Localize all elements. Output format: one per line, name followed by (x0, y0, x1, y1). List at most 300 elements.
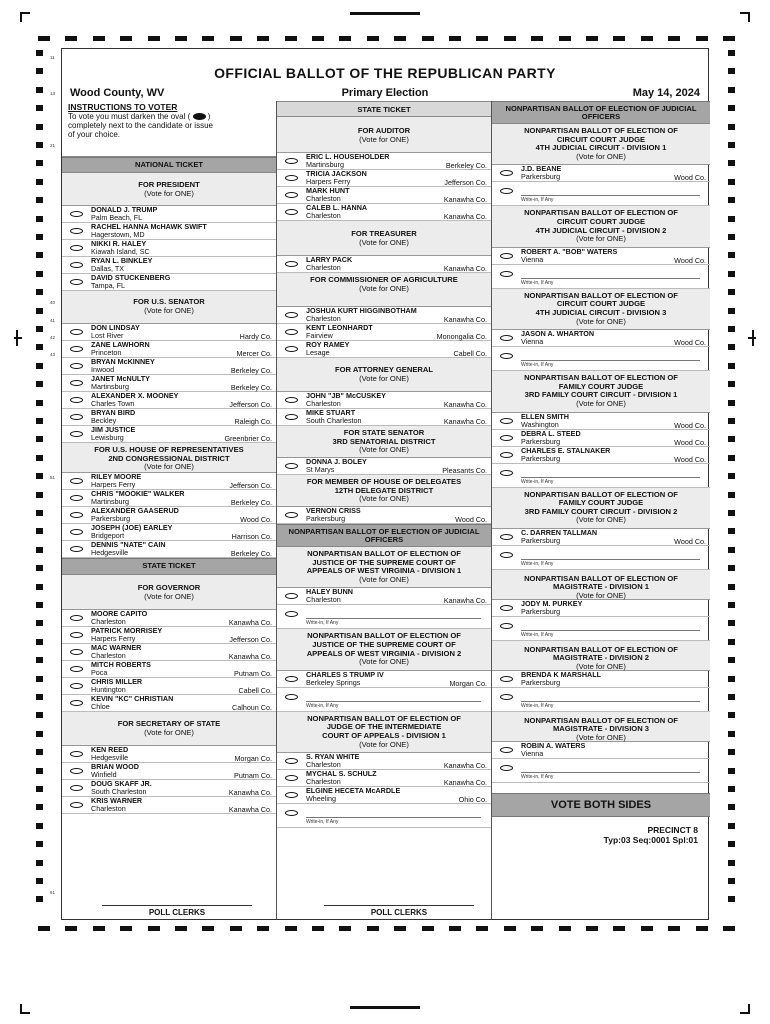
vote-oval-icon[interactable] (70, 615, 83, 621)
candidate-county: Kanawha Co. (443, 195, 487, 204)
candidate-name: JIM JUSTICE (91, 426, 136, 434)
vote-oval-icon[interactable] (70, 279, 83, 285)
timing-mark (350, 12, 420, 15)
timing-mark (668, 926, 680, 931)
ballot-column-1 (62, 101, 277, 919)
candidate-county: Kanawha Co. (228, 788, 272, 797)
candidate-auditor-3[interactable] (277, 204, 491, 221)
vote-for-one: (Vote for ONE) (576, 662, 626, 672)
candidate-city: Palm Beach, FL (91, 213, 143, 222)
timing-mark (696, 36, 708, 41)
candidate-sos-1[interactable] (62, 763, 276, 780)
timing-mark (728, 749, 735, 755)
vote-oval-icon[interactable] (500, 353, 513, 359)
candidate-name: JOSHUA KURT HIGGINBOTHAM (306, 307, 417, 315)
timing-mark (350, 1006, 420, 1009)
candidate-auditor-1[interactable] (277, 170, 491, 187)
candidate-ic1-1[interactable] (277, 770, 491, 787)
vote-oval-icon[interactable] (285, 758, 298, 764)
timing-mark (65, 926, 77, 931)
timing-mark (728, 160, 735, 166)
vote-for-one: (Vote for ONE) (144, 305, 194, 315)
candidate-county: Ohio Co. (458, 795, 487, 805)
candidate-name: NIKKI R. HALEY (91, 240, 147, 248)
candidate-senate-1[interactable] (62, 341, 276, 358)
candidate-cc3-0[interactable] (492, 330, 710, 347)
candidate-county: Berkeley Co. (445, 161, 487, 170)
candidate-name: ROBIN A. WATERS (521, 741, 586, 750)
timing-mark (312, 926, 324, 931)
timing-mark (36, 179, 43, 185)
ballot-sequence: Typ:03 Seq:0001 Spl:01 (603, 834, 698, 845)
vote-oval-icon[interactable] (285, 414, 298, 420)
candidate-house-2[interactable] (62, 507, 276, 524)
candidate-house-4[interactable] (62, 541, 276, 558)
vote-oval-icon[interactable] (500, 170, 513, 176)
candidate-president-4[interactable] (62, 274, 276, 291)
vote-oval-icon[interactable] (70, 397, 83, 403)
candidate-city: Parkersburg (521, 453, 561, 463)
vote-oval-icon[interactable] (500, 253, 513, 259)
timing-mark (728, 455, 735, 461)
vote-oval-icon[interactable] (70, 785, 83, 791)
candidate-house-0[interactable] (62, 473, 276, 490)
candidate-sc1-0[interactable] (277, 588, 491, 605)
candidate-agri-0[interactable] (277, 307, 491, 324)
candidate-senate-3[interactable] (62, 375, 276, 392)
candidate-fc2-0[interactable] (492, 529, 710, 546)
timing-mark (728, 731, 735, 737)
candidate-agri-2[interactable] (277, 341, 491, 358)
vote-oval-icon[interactable] (500, 534, 513, 540)
office-header-auditor (277, 117, 491, 153)
candidate-county: Kanawha Co. (443, 761, 487, 771)
timing-mark (728, 289, 735, 295)
candidate-name: JOHN "JB" McCUSKEY (306, 392, 386, 400)
candidate-fc1-0[interactable] (492, 413, 710, 430)
timing-mark (36, 804, 43, 810)
write-in-label: Write-in, If Any (521, 360, 700, 368)
vote-oval-icon[interactable] (285, 192, 298, 198)
candidate-city: Harpers Ferry (91, 480, 136, 489)
office-header-governor (62, 575, 276, 610)
timing-mark (728, 197, 735, 203)
candidate-city: St Marys (306, 465, 335, 474)
vote-oval-icon[interactable] (70, 512, 83, 518)
timing-mark (728, 602, 735, 608)
vote-oval-icon[interactable] (285, 346, 298, 352)
candidate-city: Winfield (91, 770, 117, 779)
vote-oval-icon[interactable] (500, 623, 513, 629)
timing-mark (36, 565, 43, 571)
candidate-auditor-0[interactable] (277, 153, 491, 170)
timing-mark (449, 36, 461, 41)
candidate-city: Chloe (91, 702, 110, 711)
candidate-sos-3[interactable] (62, 797, 276, 814)
write-in-label: Write-in, If Any (306, 701, 481, 709)
office-title: FOR SECRETARY OF STATE (117, 719, 221, 728)
candidate-county: Wood Co. (455, 515, 487, 524)
candidate-name: CHARLES E. STALNAKER (521, 446, 611, 455)
timing-mark (36, 105, 43, 111)
candidate-city: Martinsburg (91, 497, 129, 506)
column-2-contests (277, 117, 491, 828)
vote-oval-icon[interactable] (500, 676, 513, 682)
candidate-m2-0[interactable] (492, 671, 710, 688)
write-in-ic1-0[interactable] (277, 804, 491, 828)
vote-oval-icon[interactable] (70, 228, 83, 234)
timing-mark (339, 36, 351, 41)
write-in-m1-0[interactable] (492, 617, 710, 641)
candidate-governor-4[interactable] (62, 678, 276, 695)
candidate-city: Charleston (91, 804, 126, 813)
candidate-senate-5[interactable] (62, 409, 276, 426)
candidate-president-2[interactable] (62, 240, 276, 257)
write-in-m3-0[interactable] (492, 759, 710, 783)
vote-oval-icon[interactable] (70, 768, 83, 774)
vote-oval-icon[interactable] (70, 478, 83, 484)
candidate-fc1-1[interactable] (492, 430, 710, 447)
vote-oval-icon[interactable] (285, 175, 298, 181)
vote-for-one: (Vote for ONE) (359, 739, 409, 749)
vote-oval-icon[interactable] (285, 775, 298, 781)
candidate-county: Monongalia Co. (436, 332, 487, 341)
candidate-county: Wood Co. (674, 536, 706, 546)
vote-oval-icon[interactable] (500, 435, 513, 441)
write-in-label: Write-in, If Any (521, 195, 700, 203)
timing-mark (728, 473, 735, 479)
office-title: MAGISTRATE - DIVISION 1 (552, 582, 650, 592)
vote-oval-icon[interactable] (285, 792, 298, 798)
write-in-fc1-0[interactable] (492, 464, 710, 488)
timing-mark (36, 749, 43, 755)
candidate-city: Parkersburg (306, 514, 346, 523)
candidate-governor-2[interactable] (62, 644, 276, 661)
candidate-house-1[interactable] (62, 490, 276, 507)
vote-oval-icon[interactable] (70, 495, 83, 501)
candidate-ic1-0[interactable] (277, 753, 491, 770)
vote-oval-icon[interactable] (70, 802, 83, 808)
candidate-name: DONNA J. BOLEY (306, 458, 367, 466)
timing-mark (728, 418, 735, 424)
candidate-senate-4[interactable] (62, 392, 276, 409)
candidate-name: RACHEL HANNA McHAWK SWIFT (91, 223, 207, 231)
vote-oval-icon[interactable] (70, 700, 83, 706)
office-title: CIRCUIT COURT JUDGE (556, 299, 646, 309)
candidate-city: Hedgesville (91, 753, 129, 762)
timing-mark (36, 216, 43, 222)
office-header-m3 (492, 712, 710, 742)
timing-mark (613, 36, 625, 41)
timing-mark (36, 620, 43, 626)
candidate-sos-2[interactable] (62, 780, 276, 797)
candidate-city: Charleston (306, 760, 341, 770)
candidate-name: BRIAN WOOD (91, 763, 139, 771)
candidate-auditor-2[interactable] (277, 187, 491, 204)
timing-mark (148, 36, 160, 41)
candidate-sc2-0[interactable] (277, 671, 491, 688)
vote-oval-icon[interactable] (500, 271, 513, 277)
timing-mark (728, 547, 735, 553)
write-in-cc1-0[interactable] (492, 182, 710, 206)
candidate-president-3[interactable] (62, 257, 276, 274)
timing-mark (728, 50, 735, 56)
write-in-sc1-0[interactable] (277, 605, 491, 629)
candidate-treasurer-0[interactable] (277, 256, 491, 273)
vote-oval-icon[interactable] (500, 188, 513, 194)
candidate-county: Putnam Co. (234, 771, 272, 780)
office-title: FOR STATE SENATOR (343, 428, 425, 437)
timing-mark (36, 473, 43, 479)
vote-oval-icon[interactable] (500, 552, 513, 558)
office-title: NONPARTISAN BALLOT OF ELECTION OF (524, 715, 678, 725)
timing-mark (36, 510, 43, 516)
candidate-m3-0[interactable] (492, 742, 710, 759)
timing-mark (65, 36, 77, 41)
candidate-county: Morgan Co. (234, 754, 272, 763)
candidate-ag-0[interactable] (277, 392, 491, 409)
write-in-label: Write-in, If Any (521, 477, 700, 485)
candidate-county: Cabell Co. (238, 686, 272, 695)
timing-mark (504, 926, 516, 931)
candidate-ic1-2[interactable] (277, 787, 491, 804)
candidate-governor-1[interactable] (62, 627, 276, 644)
vote-oval-icon[interactable] (500, 765, 513, 771)
candidate-city: South Charleston (306, 416, 362, 425)
election-name: Primary Election (341, 87, 429, 99)
candidate-city: Wheeling (306, 794, 336, 804)
timing-mark (38, 36, 50, 41)
vote-oval-icon[interactable] (70, 632, 83, 638)
candidate-city: Parkersburg (521, 436, 561, 446)
candidate-county: Mercer Co. (236, 349, 272, 358)
timing-mark (394, 926, 406, 931)
candidate-city: Huntington (91, 685, 126, 694)
timing-mark (728, 841, 735, 847)
office-title: CIRCUIT COURT JUDGE (556, 216, 646, 226)
write-in-fc2-0[interactable] (492, 546, 710, 570)
office-title: 3RD SENATORIAL DISTRICT (332, 436, 436, 446)
vote-oval-icon[interactable] (500, 605, 513, 611)
vote-oval-icon[interactable] (285, 312, 298, 318)
vote-for-one: (Vote for ONE) (576, 398, 626, 408)
row-number: 11 (50, 55, 55, 60)
timing-mark (36, 547, 43, 553)
candidate-county: Jefferson Co. (444, 178, 487, 187)
vote-oval-icon[interactable] (70, 346, 83, 352)
timing-mark (36, 142, 43, 148)
candidate-name: CHARLES S TRUMP IV (306, 670, 384, 679)
candidate-county: Berkeley Co. (230, 383, 272, 392)
candidate-county: Cabell Co. (453, 349, 487, 358)
vote-oval-icon[interactable] (285, 158, 298, 164)
write-in-label: Write-in, If Any (306, 618, 481, 626)
candidate-governor-0[interactable] (62, 610, 276, 627)
candidate-city: Inwood (91, 365, 115, 374)
vote-oval-icon[interactable] (70, 683, 83, 689)
vote-oval-icon[interactable] (500, 418, 513, 424)
candidate-senator-0[interactable] (277, 458, 491, 475)
candidate-name: MIKE STUART (306, 409, 356, 417)
candidate-m1-0[interactable] (492, 600, 710, 617)
vote-oval-icon[interactable] (70, 211, 83, 217)
candidate-delegate-0[interactable] (277, 507, 491, 524)
candidate-sos-0[interactable] (62, 746, 276, 763)
vote-oval-icon[interactable] (285, 611, 298, 617)
office-title: 12TH DELEGATE DISTRICT (334, 485, 434, 495)
vote-oval-icon[interactable] (285, 676, 298, 682)
office-header-m1 (492, 570, 710, 600)
write-in-m2-0[interactable] (492, 688, 710, 712)
candidate-agri-1[interactable] (277, 324, 491, 341)
candidate-name: JODY M. PURKEY (521, 599, 583, 608)
candidate-name: ALEXANDER X. MOONEY (91, 392, 179, 400)
vote-oval-icon[interactable] (70, 414, 83, 420)
vote-oval-icon[interactable] (285, 209, 298, 215)
timing-mark (728, 400, 735, 406)
office-title: FOR COMMISSIONER OF AGRICULTURE (310, 275, 458, 284)
vote-for-one: (Vote for ONE) (576, 316, 626, 326)
timing-mark (36, 528, 43, 534)
office-title: NONPARTISAN BALLOT OF ELECTION OF (524, 290, 678, 300)
vote-oval-icon[interactable] (500, 452, 513, 458)
candidate-cc1-0[interactable] (492, 165, 710, 182)
office-title: FAMILY COURT JUDGE (558, 498, 644, 508)
timing-mark (748, 12, 750, 22)
vote-oval-icon[interactable] (285, 329, 298, 335)
candidate-ag-1[interactable] (277, 409, 491, 426)
office-title: 3RD FAMILY COURT CIRCUIT - DIVISION 2 (524, 506, 678, 516)
office-title: FOR U.S. HOUSE OF REPRESENTATIVES (94, 445, 244, 454)
row-number: 40 (50, 300, 56, 305)
county-name: Wood County, WV (70, 87, 165, 99)
vote-oval-icon[interactable] (70, 329, 83, 335)
candidate-city: Lost River (91, 331, 124, 340)
vote-for-one: (Vote for ONE) (359, 373, 409, 383)
vote-oval-icon[interactable] (70, 666, 83, 672)
vote-oval-icon[interactable] (70, 262, 83, 268)
office-header-sc2 (277, 629, 491, 670)
vote-oval-icon[interactable] (70, 245, 83, 251)
state-ticket-header: STATE TICKET (62, 558, 276, 575)
timing-mark (285, 36, 297, 41)
timing-mark (723, 36, 735, 41)
timing-mark (36, 381, 43, 387)
candidate-governor-5[interactable] (62, 695, 276, 712)
vote-for-one: (Vote for ONE) (359, 494, 409, 504)
timing-mark (728, 896, 735, 902)
vote-oval-icon[interactable] (70, 380, 83, 386)
vote-oval-icon[interactable] (70, 529, 83, 535)
candidate-county: Wood Co. (674, 173, 706, 183)
timing-mark (36, 676, 43, 682)
candidate-county: Wood Co. (674, 338, 706, 348)
candidate-county: Calhoun Co. (232, 703, 272, 712)
candidate-county: Berkeley Co. (230, 366, 272, 375)
timing-mark (36, 639, 43, 645)
office-title: NONPARTISAN BALLOT OF ELECTION OF (307, 713, 461, 723)
vote-oval-icon[interactable] (285, 261, 298, 267)
office-title: NONPARTISAN BALLOT OF ELECTION OF (524, 489, 678, 499)
vote-oval-icon[interactable] (500, 747, 513, 753)
vote-oval-icon[interactable] (500, 335, 513, 341)
state-ticket-header: STATE TICKET (277, 101, 491, 117)
vote-oval-icon[interactable] (285, 810, 298, 816)
timing-mark (748, 1004, 750, 1014)
candidate-house-3[interactable] (62, 524, 276, 541)
candidate-senate-2[interactable] (62, 358, 276, 375)
write-in-sc2-0[interactable] (277, 688, 491, 712)
vote-oval-icon[interactable] (285, 512, 298, 518)
candidate-president-0[interactable] (62, 206, 276, 223)
timing-mark (36, 68, 43, 74)
vote-oval-icon[interactable] (500, 694, 513, 700)
vote-oval-icon[interactable] (70, 363, 83, 369)
timing-mark (728, 344, 735, 350)
vote-oval-icon[interactable] (500, 470, 513, 476)
timing-mark (36, 878, 43, 884)
office-title: APPEALS OF WEST VIRGINIA - DIVISION 2 (306, 648, 462, 658)
row-number: 13 (50, 91, 56, 96)
office-title: NONPARTISAN BALLOT OF ELECTION OF (307, 631, 461, 641)
office-header-cc3 (492, 289, 710, 330)
vote-oval-icon[interactable] (285, 694, 298, 700)
vote-oval-icon[interactable] (285, 463, 298, 469)
timing-mark (36, 657, 43, 663)
timing-mark (36, 234, 43, 240)
timing-mark (728, 768, 735, 774)
vote-oval-icon[interactable] (70, 751, 83, 757)
column-3-contests (492, 124, 710, 783)
write-in-label: Write-in, If Any (521, 278, 700, 286)
vote-oval-icon[interactable] (285, 397, 298, 403)
timing-mark (36, 418, 43, 424)
candidate-senate-0[interactable] (62, 324, 276, 341)
office-header-m2 (492, 641, 710, 671)
timing-mark (728, 620, 735, 626)
office-title: NONPARTISAN BALLOT OF ELECTION OF (524, 573, 678, 583)
office-title: FOR PRESIDENT (138, 180, 200, 189)
vote-oval-icon[interactable] (70, 546, 83, 552)
timing-mark (120, 36, 132, 41)
timing-mark (36, 124, 43, 130)
timing-mark (36, 712, 43, 718)
office-header-treasurer (277, 221, 491, 256)
candidate-senate-6[interactable] (62, 426, 276, 443)
candidate-governor-3[interactable] (62, 661, 276, 678)
write-in-cc2-0[interactable] (492, 265, 710, 289)
vote-oval-icon[interactable] (285, 593, 298, 599)
vote-for-one: (Vote for ONE) (576, 591, 626, 601)
timing-mark (148, 926, 160, 931)
candidate-name: MAC WARNER (91, 644, 142, 652)
candidate-name: MYCHAL S. SCHULZ (306, 770, 377, 779)
vote-for-one: (Vote for ONE) (576, 733, 626, 743)
write-in-cc3-0[interactable] (492, 347, 710, 371)
candidate-cc2-0[interactable] (492, 248, 710, 265)
candidate-name: LARRY PACK (306, 256, 353, 264)
candidate-city: Parkersburg (521, 606, 561, 616)
office-header-house (62, 443, 276, 473)
office-title: NONPARTISAN BALLOT OF ELECTION OF (524, 126, 678, 135)
candidate-president-1[interactable] (62, 223, 276, 240)
vote-for-one: (Vote for ONE) (576, 515, 626, 525)
vote-oval-icon[interactable] (70, 431, 83, 437)
vote-for-one: (Vote for ONE) (144, 727, 194, 737)
candidate-fc1-2[interactable] (492, 447, 710, 464)
vote-oval-icon[interactable] (70, 649, 83, 655)
timing-mark (367, 36, 379, 41)
